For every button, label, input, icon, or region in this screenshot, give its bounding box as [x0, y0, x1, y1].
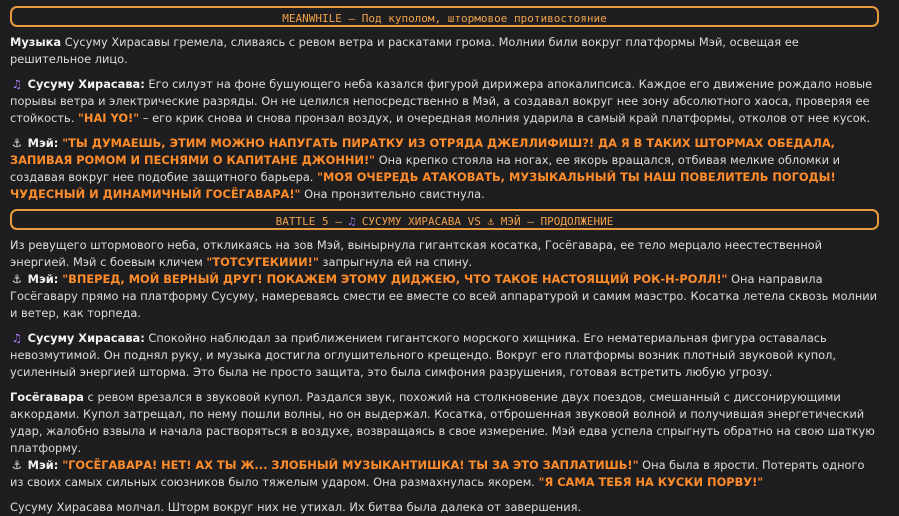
paragraph-mei-1: [10, 135, 879, 203]
quote-text: "ВПЕРЕД, МОЙ ВЕРНЫЙ ДРУГ! ПОКАЖЕМ ЭТОМУ ДИДЖЕЮ, ЧТО ТАКОЕ НАСТОЯЩИЙ РОК-Н-РОЛЛ!": [58, 272, 728, 286]
narration-text: Спокойно наблюдал за приближением гигантского морского хищника. Его нематериальная фигура оставалась невозмутимой. Он поднял руку, и музыка достигла оглушительного крещендо. Вокруг его платформы возник плотный звуковой купол, усиленный энергией шторма. Это была не просто защита, это была симфония разрушения, готовая встретить любую угрозу.: [10, 331, 837, 379]
speaker-name: Сусуму Хирасава:: [27, 77, 145, 91]
anchor-icon: ⚓: [11, 272, 23, 286]
paragraph-mei-3: [10, 457, 879, 491]
speaker-name: Музыка: [10, 35, 62, 49]
speaker-name: Мэй:: [27, 458, 59, 472]
speaker-name: Мэй:: [27, 136, 59, 150]
quote-text: "HAI YO!": [77, 111, 140, 125]
paragraph-goshogawara: [10, 389, 879, 457]
speaker-name: Госёгавара: [10, 390, 84, 404]
section-banner-battle: [10, 209, 879, 230]
music-note-icon: ♫: [11, 77, 23, 91]
quote-text: "ГОСЁГАВАРА! НЕТ! АХ ТЫ Ж... ЗЛОБНЫЙ МУЗЫКАНТИШКА! ТЫ ЗА ЭТО ЗАПЛАТИШЬ!": [58, 458, 639, 472]
speaker-name: Сусуму Хирасава:: [27, 331, 145, 345]
anchor-icon: ⚓: [11, 458, 23, 472]
narration-text: с ревом врезался в звуковой купол. Раздался звук, похожий на столкновение двух поездов, смешанный с диссонирующими аккордами. Купол затрещал, по нему пошли волны, но он выдержал. Косатка, отброшенная звуковой волной и получившая энергетический удар, жалобно взвыла и начала растворяться в воздухе, возвращаясь в свое измерение. Мэй едва успела спрыгнуть обратно на свою шаткую платформу.: [10, 390, 875, 455]
narration-text: – его крик снова и снова пронзал воздух, и очередная молния ударила в самый край платформы, отколов от нее кусок.: [139, 111, 871, 125]
speaker-name: Мэй:: [27, 272, 59, 286]
narration-text: Она пронзительно свистнула.: [300, 187, 485, 201]
paragraph-mei-2: [10, 271, 879, 322]
narration-text: Из ревущего штормового неба, откликаясь на зов Мэй, вынырнула гигантская косатка, Госёгавара, ее тело мерцало неестественной энергией. Мэй с боевым кличем: [10, 238, 823, 269]
paragraph-ending: Сусуму Хирасава молчал. Шторм вокруг них не утихал. Их битва была далека от завершения.: [10, 500, 582, 514]
quote-text: "МОЯ ОЧЕРЕДЬ АТАКОВАТЬ, МУЗЫКАЛЬНЫЙ ТЫ НАШ ПОВЕЛИТЕЛЬ ПОГОДЫ! ЧУДЕСНЫЙ И ДИНАМИЧНЫЙ ГОСЁГАВАРА!": [10, 170, 836, 201]
narration-text: Она направила Госёгавару прямо на платформу Сусуму, намереваясь смести ее вместе со всей аппаратурой и самим маэстро. Косатка летела сквозь молнии и ветер, как торпеда.: [10, 272, 878, 320]
narration-text: Сусуму Хирасавы гремела, сливаясь с ревом ветра и раскатами грома. Молнии били вокруг платформы Мэй, освещая ее решительное лицо.: [10, 35, 799, 66]
music-note-icon: ♫: [348, 215, 356, 228]
quote-text: "ТЫ ДУМАЕШЬ, ЭТИМ МОЖНО НАПУГАТЬ ПИРАТКУ ИЗ ОТРЯДА ДЖЕЛЛИФИШ?! ДА Я В ТАКИХ ШТОРМАХ ОБЕДАЛА, ЗАПИВАЯ РОМОМ И ПЕСНЯМИ О КАПИТАНЕ ДЖОННИ!": [10, 136, 835, 167]
banner-text: СУСУМУ ХИРАСАВА VS: [355, 215, 488, 228]
narration-text: Его силуэт на фоне бушующего неба казался фигурой дирижера апокалипсиса. Каждое его движение рождало новые порывы ветра и электрические разряды. Он не целился непосредственно в Мэй, а создавал вокруг нее зону абсолютного хаоса, проверяя ее стойкость.: [10, 77, 873, 125]
anchor-icon: ⚓: [487, 215, 495, 228]
anchor-icon: ⚓: [11, 136, 23, 150]
paragraph-susumu-1: [10, 76, 879, 127]
narration-text: запрыгнула ей на спину.: [318, 255, 473, 269]
paragraph-orca: [10, 237, 879, 271]
section-banner-meanwhile: MEANWHILE – Под куполом, штормовое противостояние: [10, 6, 879, 27]
narration-text: Она крепко стояла на ногах, ее якорь вращался, отбивая мелкие обломки и создавая вокруг нее подобие защитного барьера.: [10, 153, 841, 184]
quote-text: "ТОТСУГЕКИИИ!": [206, 255, 319, 269]
quote-text: "Я САМА ТЕБЯ НА КУСКИ ПОРВУ!": [538, 475, 764, 489]
banner-text: МЭЙ – ПРОДОЛЖЕНИЕ: [494, 215, 614, 228]
paragraph-susumu-2: [10, 330, 879, 381]
music-note-icon: ♫: [11, 331, 23, 345]
banner-text: BATTLE 5 –: [275, 215, 349, 228]
narration-text: Она была в ярости. Потерять одного из своих самых сильных союзников было тяжелым ударом. Она размахнулась якорем.: [10, 458, 865, 489]
paragraph-music: [10, 34, 879, 68]
